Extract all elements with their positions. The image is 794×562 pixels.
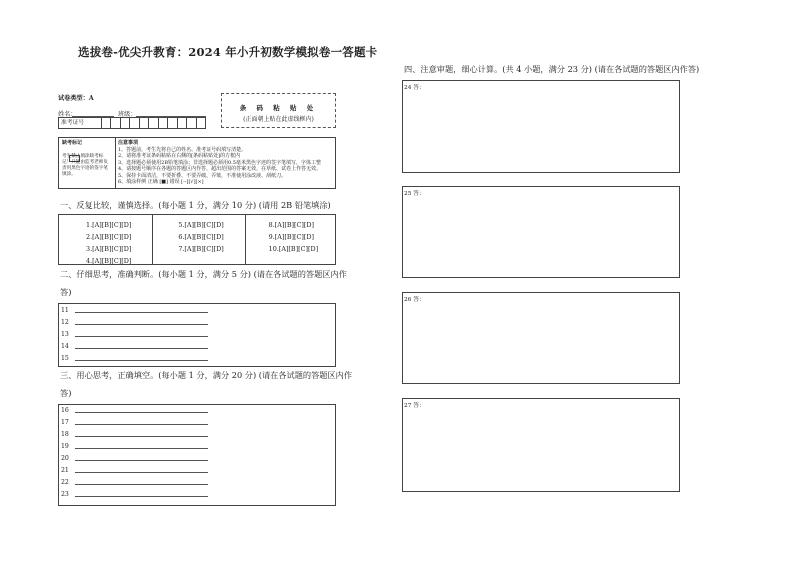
- question-number: 23: [61, 491, 69, 498]
- section-4-heading: 四、注意审题，细心计算。(共 4 小题，满分 23 分) (请在各试题的答题区内作答): [404, 64, 700, 74]
- question-number: 22: [61, 479, 69, 486]
- answer-line[interactable]: [61, 455, 208, 462]
- exam-number-cell[interactable]: [149, 118, 158, 128]
- question-number: 14: [61, 343, 69, 350]
- judge-answer-box: [58, 303, 336, 367]
- notice-item: 6、填涂样例 正确 [■] 错误 [--][√][×]: [118, 179, 204, 185]
- choice-table: [58, 214, 336, 265]
- answer-line[interactable]: [61, 355, 208, 362]
- answer-line[interactable]: [61, 319, 208, 326]
- absent-mark-title: 缺考标记: [62, 140, 83, 146]
- absent-mark-panel: [59, 138, 116, 188]
- question-number: 19: [61, 443, 69, 450]
- answer-box-label: 25 答：: [404, 191, 425, 197]
- exam-number-cell[interactable]: [159, 118, 168, 128]
- choice-item[interactable]: 8.[A][B][C][D]: [268, 221, 315, 229]
- choice-item[interactable]: 1.[A][B][C][D]: [86, 221, 132, 229]
- section-2-heading: 二、仔细思考，准确判断。(每小题 1 分，满分 5 分) (请在各试题的答题区内作: [60, 269, 347, 279]
- answer-line[interactable]: [61, 431, 208, 438]
- exam-number-cell[interactable]: [102, 118, 111, 128]
- section-3-heading: 三、用心思考，正确填空。(每小题 1 分，满分 20 分) (请在各试题的答题区内作: [60, 370, 353, 380]
- question-number: 17: [61, 419, 69, 426]
- answer-box-24[interactable]: [402, 80, 680, 173]
- question-number: 20: [61, 455, 69, 462]
- exam-number-grid: [58, 117, 206, 129]
- exam-number-cell[interactable]: [168, 118, 177, 128]
- barcode-area: [221, 93, 336, 128]
- answer-line[interactable]: [61, 479, 208, 486]
- choice-column: [153, 215, 245, 264]
- exam-number-cell[interactable]: [197, 118, 205, 128]
- choice-column: [59, 215, 153, 264]
- exam-number-label: 准考证号: [59, 118, 102, 128]
- class-label: 班级：: [118, 111, 137, 118]
- answer-box-26[interactable]: [402, 292, 680, 384]
- section-2-heading-cont: 答): [60, 287, 72, 297]
- exam-number-cell[interactable]: [130, 118, 139, 128]
- choice-item[interactable]: 2.[A][B][C][D]: [86, 233, 132, 241]
- choice-item[interactable]: 7.[A][B][C][D]: [178, 245, 224, 253]
- choice-item[interactable]: 10.[A][B][C][D]: [268, 245, 319, 253]
- answer-line[interactable]: [61, 407, 208, 414]
- notice-instructions: [118, 140, 333, 186]
- answer-line[interactable]: [61, 443, 208, 450]
- answer-line[interactable]: [61, 491, 208, 498]
- name-label: 姓名：: [58, 111, 77, 118]
- answer-box-27[interactable]: [402, 398, 680, 492]
- choice-item[interactable]: 6.[A][B][C][D]: [178, 233, 224, 241]
- answer-line[interactable]: [61, 307, 208, 314]
- answer-box-label: 24 答：: [404, 85, 425, 91]
- question-number: 18: [61, 431, 69, 438]
- choice-item[interactable]: 3.[A][B][C][D]: [86, 245, 132, 253]
- exam-number-cell[interactable]: [111, 118, 120, 128]
- question-number: 12: [61, 319, 69, 326]
- exam-number-cell[interactable]: [178, 118, 187, 128]
- page-title: 选拔卷-优尖升教育：2024 年小升初数学模拟卷一答题卡: [78, 45, 378, 59]
- section-1-heading: 一、反复比较，谨慎选择。(每小题 1 分，满分 10 分) (请用 2B 铅笔填涂): [60, 200, 331, 210]
- question-number: 16: [61, 407, 69, 414]
- notice-item: 5、保持卡面清洁，不要折叠、不要弄破、弄皱，不准使用涂改液、刮纸刀。: [118, 172, 287, 179]
- question-number: 13: [61, 331, 69, 338]
- answer-box-25[interactable]: [402, 186, 680, 278]
- section-3-heading-cont: 答): [60, 388, 72, 398]
- exam-number-cell[interactable]: [121, 118, 130, 128]
- notice-item: 3、选择题必须使用2B铅笔填涂；非选择题必须用0.5毫米黑色字迹的签字笔填写，字体工整: [118, 159, 321, 166]
- question-number: 21: [61, 467, 69, 474]
- fill-answer-box: [58, 404, 336, 506]
- question-number: 11: [61, 307, 69, 314]
- barcode-subtitle: (正面朝上贴在此虚线框内): [243, 116, 314, 123]
- notice-item: 2、请将准考证条码粘贴在右侧的[条码粘贴处]的方框内: [118, 153, 241, 159]
- notice-block: [58, 137, 336, 189]
- exam-number-cell[interactable]: [140, 118, 149, 128]
- choice-item[interactable]: 9.[A][B][C][D]: [268, 233, 315, 241]
- notice-item: 4、请按题号顺序在各题的答题区内作答，超出范围的答案无效，在草纸、试卷上作答无效。: [118, 166, 322, 172]
- paper-type: 试卷类型：A: [58, 95, 94, 102]
- absent-mark-text: 考生禁止填涂缺考标记！只能由监考老师负责用黑色字迹的签字笔填涂。: [62, 153, 108, 177]
- question-number: 15: [61, 355, 69, 362]
- answer-line[interactable]: [61, 419, 208, 426]
- choice-item[interactable]: 4.[A][B][C][D]: [86, 257, 132, 265]
- choice-item[interactable]: 5.[A][B][C][D]: [178, 221, 224, 229]
- barcode-title: 条 码 粘 贴 处: [239, 104, 318, 112]
- answer-line[interactable]: [61, 467, 208, 474]
- answer-box-label: 26 答：: [404, 297, 425, 303]
- answer-line[interactable]: [61, 343, 208, 350]
- answer-line[interactable]: [61, 331, 208, 338]
- choice-column: [246, 215, 335, 264]
- exam-number-cell[interactable]: [187, 118, 196, 128]
- notice-item: 1、答题前，考生先将自己的姓名、准考证号码填写清楚。: [118, 146, 247, 153]
- notice-title: 注意事项: [118, 140, 139, 146]
- answer-box-label: 27 答：: [404, 403, 425, 409]
